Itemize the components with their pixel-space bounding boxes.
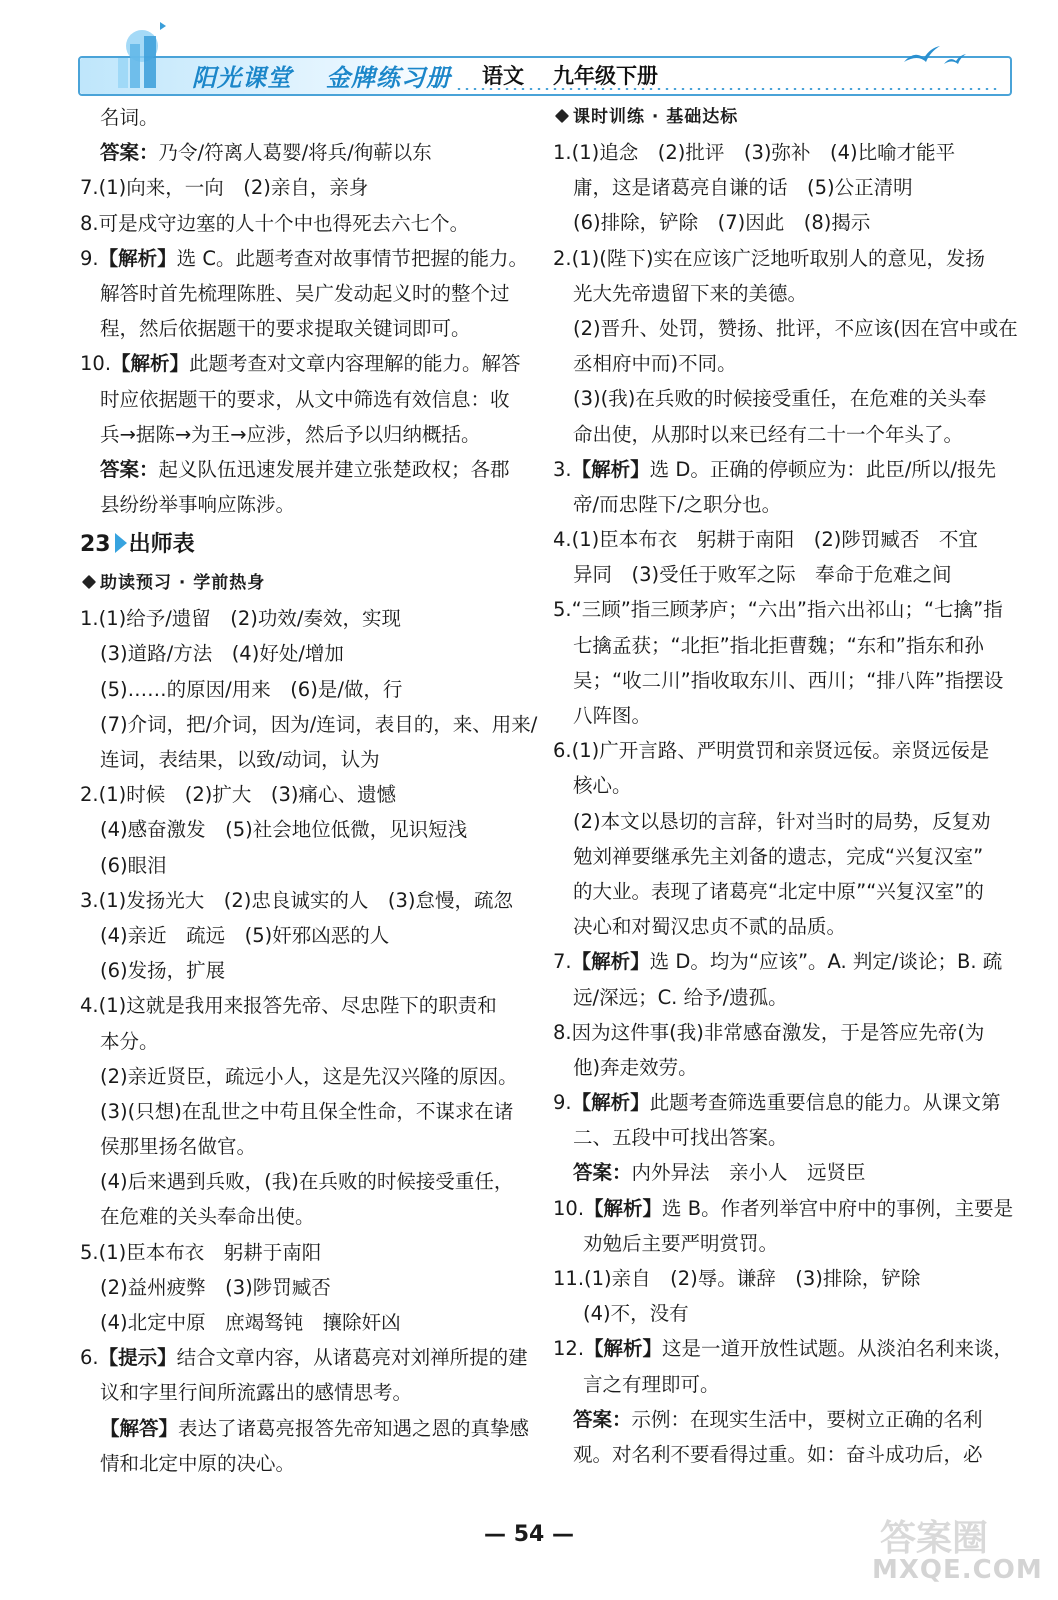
section-heading-preview <box>80 566 530 601</box>
line-text: 庸，这是诸葛亮自谦的话 (5)公正清明 <box>573 176 913 200</box>
chapter-title: 出师表 <box>128 532 195 558</box>
text-line <box>80 135 530 170</box>
text-line <box>80 636 530 671</box>
line-text: 观。对名利不要看得过重。如：奋斗成功后，必 <box>573 1442 983 1466</box>
text-line <box>80 311 530 346</box>
text-line <box>553 170 1013 205</box>
text-line <box>553 346 1013 381</box>
text-line <box>553 628 1013 663</box>
line-text: 侯那里扬名做官。 <box>100 1135 257 1159</box>
page-header <box>0 0 1058 110</box>
line-text: 勉刘禅要继承先主刘备的遗志，完成“兴复汉室” <box>573 844 984 868</box>
item-number: 10. <box>80 352 112 376</box>
text-line <box>553 804 1013 839</box>
line-text: 连词，表结果，以致/动词，认为 <box>100 748 380 771</box>
text-line <box>80 918 530 953</box>
line-text: 选 D。均为“应该”。A. 判定/谈论；B. 疏 <box>649 950 1003 974</box>
text-line <box>80 988 530 1023</box>
line-text: (4)感奋激发 (5)社会地位低微，见识短浅 <box>100 818 468 842</box>
answer-tag: 【提示】 <box>98 1346 177 1370</box>
text-line <box>553 1191 1013 1226</box>
line-text: 帝/而忠陛下/之职分也。 <box>573 492 782 516</box>
answer-tag: 【解析】 <box>98 246 177 270</box>
answer-tag: 答案： <box>573 1407 632 1431</box>
text-line <box>553 205 1013 240</box>
text-line <box>80 848 530 883</box>
line-text: 兵→据陈→为王→应涉，然后予以归纳概括。 <box>100 422 481 446</box>
line-text: 示例：在现实生活中，要树立正确的名利 <box>631 1407 983 1431</box>
item-number: 9. <box>80 246 99 270</box>
text-line <box>80 1446 530 1481</box>
line-text: 本分。 <box>100 1029 159 1053</box>
text-line <box>553 874 1013 909</box>
text-line <box>553 733 1013 768</box>
line-text: (7)介词，把/介词，因为/连词，表目的，来、用来/ <box>100 712 538 736</box>
line-text: 1.(1)给予/遗留 (2)功效/奏效，实现 <box>80 607 401 631</box>
line-text: 吴；“收二川”指收取东川、西川；“排八阵”指摆设 <box>573 668 1004 692</box>
line-text: 议和字里行间所流露出的感情思考。 <box>100 1381 413 1405</box>
line-text: 选 C。此题考查对故事情节把握的能力。 <box>176 246 528 270</box>
text-line <box>553 381 1013 416</box>
answer-tag: 【解析】 <box>571 1091 650 1115</box>
answer-tag: 【解析】 <box>571 950 650 974</box>
line-text: 5.“三顾”指三顾茅庐；“六出”指六出祁山；“七擒”指 <box>553 598 1003 622</box>
line-text: (4)亲近 疏远 (5)奸邪凶恶的人 <box>100 923 390 947</box>
text-line <box>553 1261 1013 1296</box>
line-text: 二、五段中可找出答案。 <box>573 1126 788 1150</box>
text-line <box>553 557 1013 592</box>
line-text: (3)(我)在兵败的时候接受重任，在危难的关头奉 <box>573 387 987 411</box>
text-line <box>80 1411 530 1446</box>
line-text: (5)……的原因/用来 (6)是/做，行 <box>100 677 403 701</box>
text-line <box>80 1375 530 1410</box>
chapter-number: 23 <box>80 532 111 558</box>
header-dotted-line <box>455 88 1000 90</box>
text-line <box>553 1367 1013 1402</box>
section-heading-text: 课时训练 · 基础达标 <box>573 107 739 127</box>
text-line <box>553 452 1013 487</box>
line-text: 解答时首先梳理陈胜、吴广发动起义时的整个过 <box>100 281 510 305</box>
text-line <box>80 601 530 636</box>
text-line <box>80 206 530 241</box>
line-text: 起义队伍迅速发展并建立张楚政权；各郡 <box>158 457 510 481</box>
text-line <box>553 1296 1013 1331</box>
line-text: (3)道路/方法 (4)好处/增加 <box>100 642 344 666</box>
text-line <box>553 1085 1013 1120</box>
grade-label: 九年级下册 <box>553 64 658 88</box>
line-text: 异同 (3)受任于败军之际 奉命于危难之间 <box>573 563 952 587</box>
page-number: — 54 — <box>484 1522 574 1547</box>
line-text: (3)(只想)在乱世之中苟且保全性命，不谋求在诸 <box>100 1099 514 1123</box>
chapter-heading <box>80 524 530 566</box>
text-line <box>80 742 530 777</box>
line-text: (4)不，没有 <box>583 1302 689 1326</box>
text-line <box>553 1226 1013 1261</box>
text-line <box>553 241 1013 276</box>
line-text: 2.(1)时候 (2)扩大 (3)痛心、遗憾 <box>80 783 396 807</box>
item-number: 12. <box>553 1337 585 1361</box>
text-line <box>553 980 1013 1015</box>
left-column <box>80 100 538 1481</box>
line-text: 言之有理即可。 <box>583 1372 720 1396</box>
line-text: 选 D。正确的停顿应为：此臣/所以/报先 <box>649 457 996 481</box>
item-number: 7. <box>553 950 572 974</box>
line-text: 县纷纷举事响应陈涉。 <box>100 493 296 517</box>
line-text: (2)益州疲弊 (3)陟罚臧否 <box>100 1275 331 1299</box>
text-line <box>553 944 1013 979</box>
watermark-site: MXQE.COM <box>872 1555 1043 1585</box>
text-line <box>80 883 530 918</box>
diamond-icon <box>82 575 96 589</box>
text-line <box>80 241 530 276</box>
line-text: 七擒孟获；“北拒”指北拒曹魏；“东和”指东和孙 <box>573 633 984 657</box>
text-line <box>80 707 538 742</box>
line-text: 丞相府中而)不同。 <box>573 352 737 376</box>
birds-icon <box>900 42 970 72</box>
text-line <box>80 1024 530 1059</box>
text-line <box>80 1094 530 1129</box>
line-text: 结合文章内容，从诸葛亮对刘禅所提的建 <box>176 1346 528 1370</box>
line-text: 此题考查对文章内容理解的能力。解答 <box>189 352 521 376</box>
text-line <box>80 777 530 812</box>
line-text: 4.(1)臣本布衣 躬耕于南阳 (2)陟罚臧否 不宜 <box>553 528 978 552</box>
text-line <box>80 170 530 205</box>
line-text: (4)后来遇到兵败，(我)在兵败的时候接受重任， <box>100 1170 514 1194</box>
line-text: 他)奔走效劳。 <box>573 1055 698 1079</box>
line-text: 8.因为这件事(我)非常感奋激发，于是答应先帝(为 <box>553 1020 985 1044</box>
text-line <box>553 663 1013 698</box>
line-text: 11.(1)亲自 (2)辱。谦辞 (3)排除，铲除 <box>553 1267 921 1290</box>
line-text: 6.(1)广开言路、严明赏罚和亲贤远佞。亲贤远佞是 <box>553 739 990 763</box>
item-number: 9. <box>553 1091 572 1115</box>
line-text: (6)眼泪 <box>100 853 167 877</box>
line-text: 1.(1)追念 (2)批评 (3)弥补 (4)比喻才能平 <box>553 141 956 164</box>
text-line <box>553 1155 1013 1190</box>
text-line <box>553 698 1013 733</box>
text-line <box>553 592 1013 627</box>
section-heading-text: 助读预习 · 学前热身 <box>100 573 266 594</box>
watermark-logo: 答案圈 <box>880 1518 989 1559</box>
right-column <box>553 100 1018 1472</box>
text-line <box>80 346 530 381</box>
text-line <box>553 1331 1013 1366</box>
line-text: 时应依据题干的要求，从文中筛选有效信息：收 <box>100 387 510 411</box>
line-text: 情和北定中原的决心。 <box>100 1451 296 1475</box>
answer-tag: 答案： <box>100 457 159 481</box>
brand-subtitle: 金牌练习册 <box>326 64 451 92</box>
text-line <box>553 135 1013 170</box>
text-line <box>80 1340 530 1375</box>
line-text: 内外异法 亲小人 远贤臣 <box>631 1161 866 1185</box>
diamond-icon <box>555 109 569 123</box>
subject-label: 语文 <box>482 64 524 88</box>
text-line <box>553 1402 1013 1437</box>
text-line <box>80 1059 530 1094</box>
line-text: 光大先帝遗留下来的美德。 <box>573 281 808 305</box>
text-line <box>80 1164 530 1199</box>
text-line <box>80 812 530 847</box>
answer-tag: 答案： <box>100 141 159 165</box>
text-line <box>553 417 1013 452</box>
item-number: 10. <box>553 1196 585 1220</box>
line-text: 的大业。表现了诸葛亮“北定中原”“兴复汉室”的 <box>573 879 984 903</box>
line-text: (6)发扬，扩展 <box>100 959 226 983</box>
line-text: 表达了诸葛亮报答先帝知遇之恩的真挚感 <box>178 1416 530 1440</box>
text-line <box>80 1199 530 1234</box>
line-text: (6)排除，铲除 (7)因此 (8)揭示 <box>573 211 871 235</box>
answer-tag: 【解析】 <box>584 1337 663 1361</box>
text-line <box>553 487 1013 522</box>
line-text: 决心和对蜀汉忠贞不贰的品质。 <box>573 915 847 939</box>
line-text: 八阵图。 <box>573 704 652 727</box>
line-text: 2.(1)(陛下)实在应该广泛地听取别人的意见，发扬 <box>553 246 985 270</box>
line-text: (2)亲近贤臣，疏远小人，这是先汉兴隆的原因。 <box>100 1064 518 1088</box>
line-text: (2)本文以恳切的言辞，针对当时的局势，反复劝 <box>573 809 991 833</box>
answer-tag: 【解答】 <box>100 1416 179 1440</box>
line-text: 这是一道开放性试题。从淡泊名利来谈， <box>662 1337 1014 1361</box>
answer-tag: 答案： <box>573 1161 632 1185</box>
text-line <box>80 1235 530 1270</box>
text-line <box>80 100 530 135</box>
text-line <box>553 1120 1013 1155</box>
brand-title: 阳光课堂 <box>192 64 292 92</box>
text-line <box>80 672 530 707</box>
line-text: (4)北定中原 庶竭驽钝 攘除奸凶 <box>100 1311 401 1334</box>
line-text: 乃令/符离人葛婴/将兵/徇蕲以东 <box>158 141 432 165</box>
text-line <box>80 1270 530 1305</box>
line-text: 名词。 <box>100 106 159 129</box>
answer-tag: 【解析】 <box>111 352 190 376</box>
text-line <box>553 1437 1013 1472</box>
text-line <box>553 311 1018 346</box>
line-text: 劝勉后主要严明赏罚。 <box>583 1231 779 1255</box>
line-text: 5.(1)臣本布衣 躬耕于南阳 <box>80 1240 322 1264</box>
text-line <box>553 522 1013 557</box>
line-text: (2)晋升、处罚，赞扬、批评，不应该(因在宫中或在 <box>573 316 1018 340</box>
text-line <box>553 1050 1013 1085</box>
text-line <box>80 953 530 988</box>
text-line <box>80 1305 530 1340</box>
answer-tag: 【解析】 <box>571 457 650 481</box>
answer-tag: 【解析】 <box>584 1196 663 1220</box>
text-line <box>80 382 530 417</box>
text-line <box>553 909 1013 944</box>
line-text: 程，然后依据题干的要求提取关键词即可。 <box>100 317 471 341</box>
text-line <box>553 276 1013 311</box>
text-line <box>80 1129 530 1164</box>
line-text: 命出使，从那时以来已经有二十一个年头了。 <box>573 422 964 446</box>
line-text: 3.(1)发扬光大 (2)忠良诚实的人 (3)怠慢，疏忽 <box>80 888 513 912</box>
item-number: 3. <box>553 457 572 481</box>
sun-tower-logo-icon <box>90 16 190 96</box>
text-line <box>80 276 530 311</box>
text-line <box>553 839 1013 874</box>
line-text: 8.可是戍守边塞的人十个中也得死去六七个。 <box>80 211 470 235</box>
line-text: 选 B。作者列举宫中府中的事例，主要是 <box>662 1196 1014 1220</box>
text-line <box>80 487 530 522</box>
line-text: 在危难的关头奉命出使。 <box>100 1205 315 1229</box>
line-text: 此题考查筛选重要信息的能力。从课文第 <box>649 1091 1001 1115</box>
item-number: 6. <box>80 1346 99 1370</box>
text-line <box>80 452 530 487</box>
line-text: 7.(1)向来，一向 (2)亲自，亲身 <box>80 176 369 200</box>
line-text: 4.(1)这就是我用来报答先帝、尽忠陛下的职责和 <box>80 994 497 1018</box>
text-line <box>80 417 530 452</box>
chevron-right-icon <box>115 533 127 553</box>
line-text: 核心。 <box>573 774 632 798</box>
text-line <box>553 1015 1013 1050</box>
line-text: 远/深远；C. 给予/遗孤。 <box>573 985 788 1009</box>
text-line <box>553 768 1013 803</box>
section-heading-training <box>553 100 1013 135</box>
